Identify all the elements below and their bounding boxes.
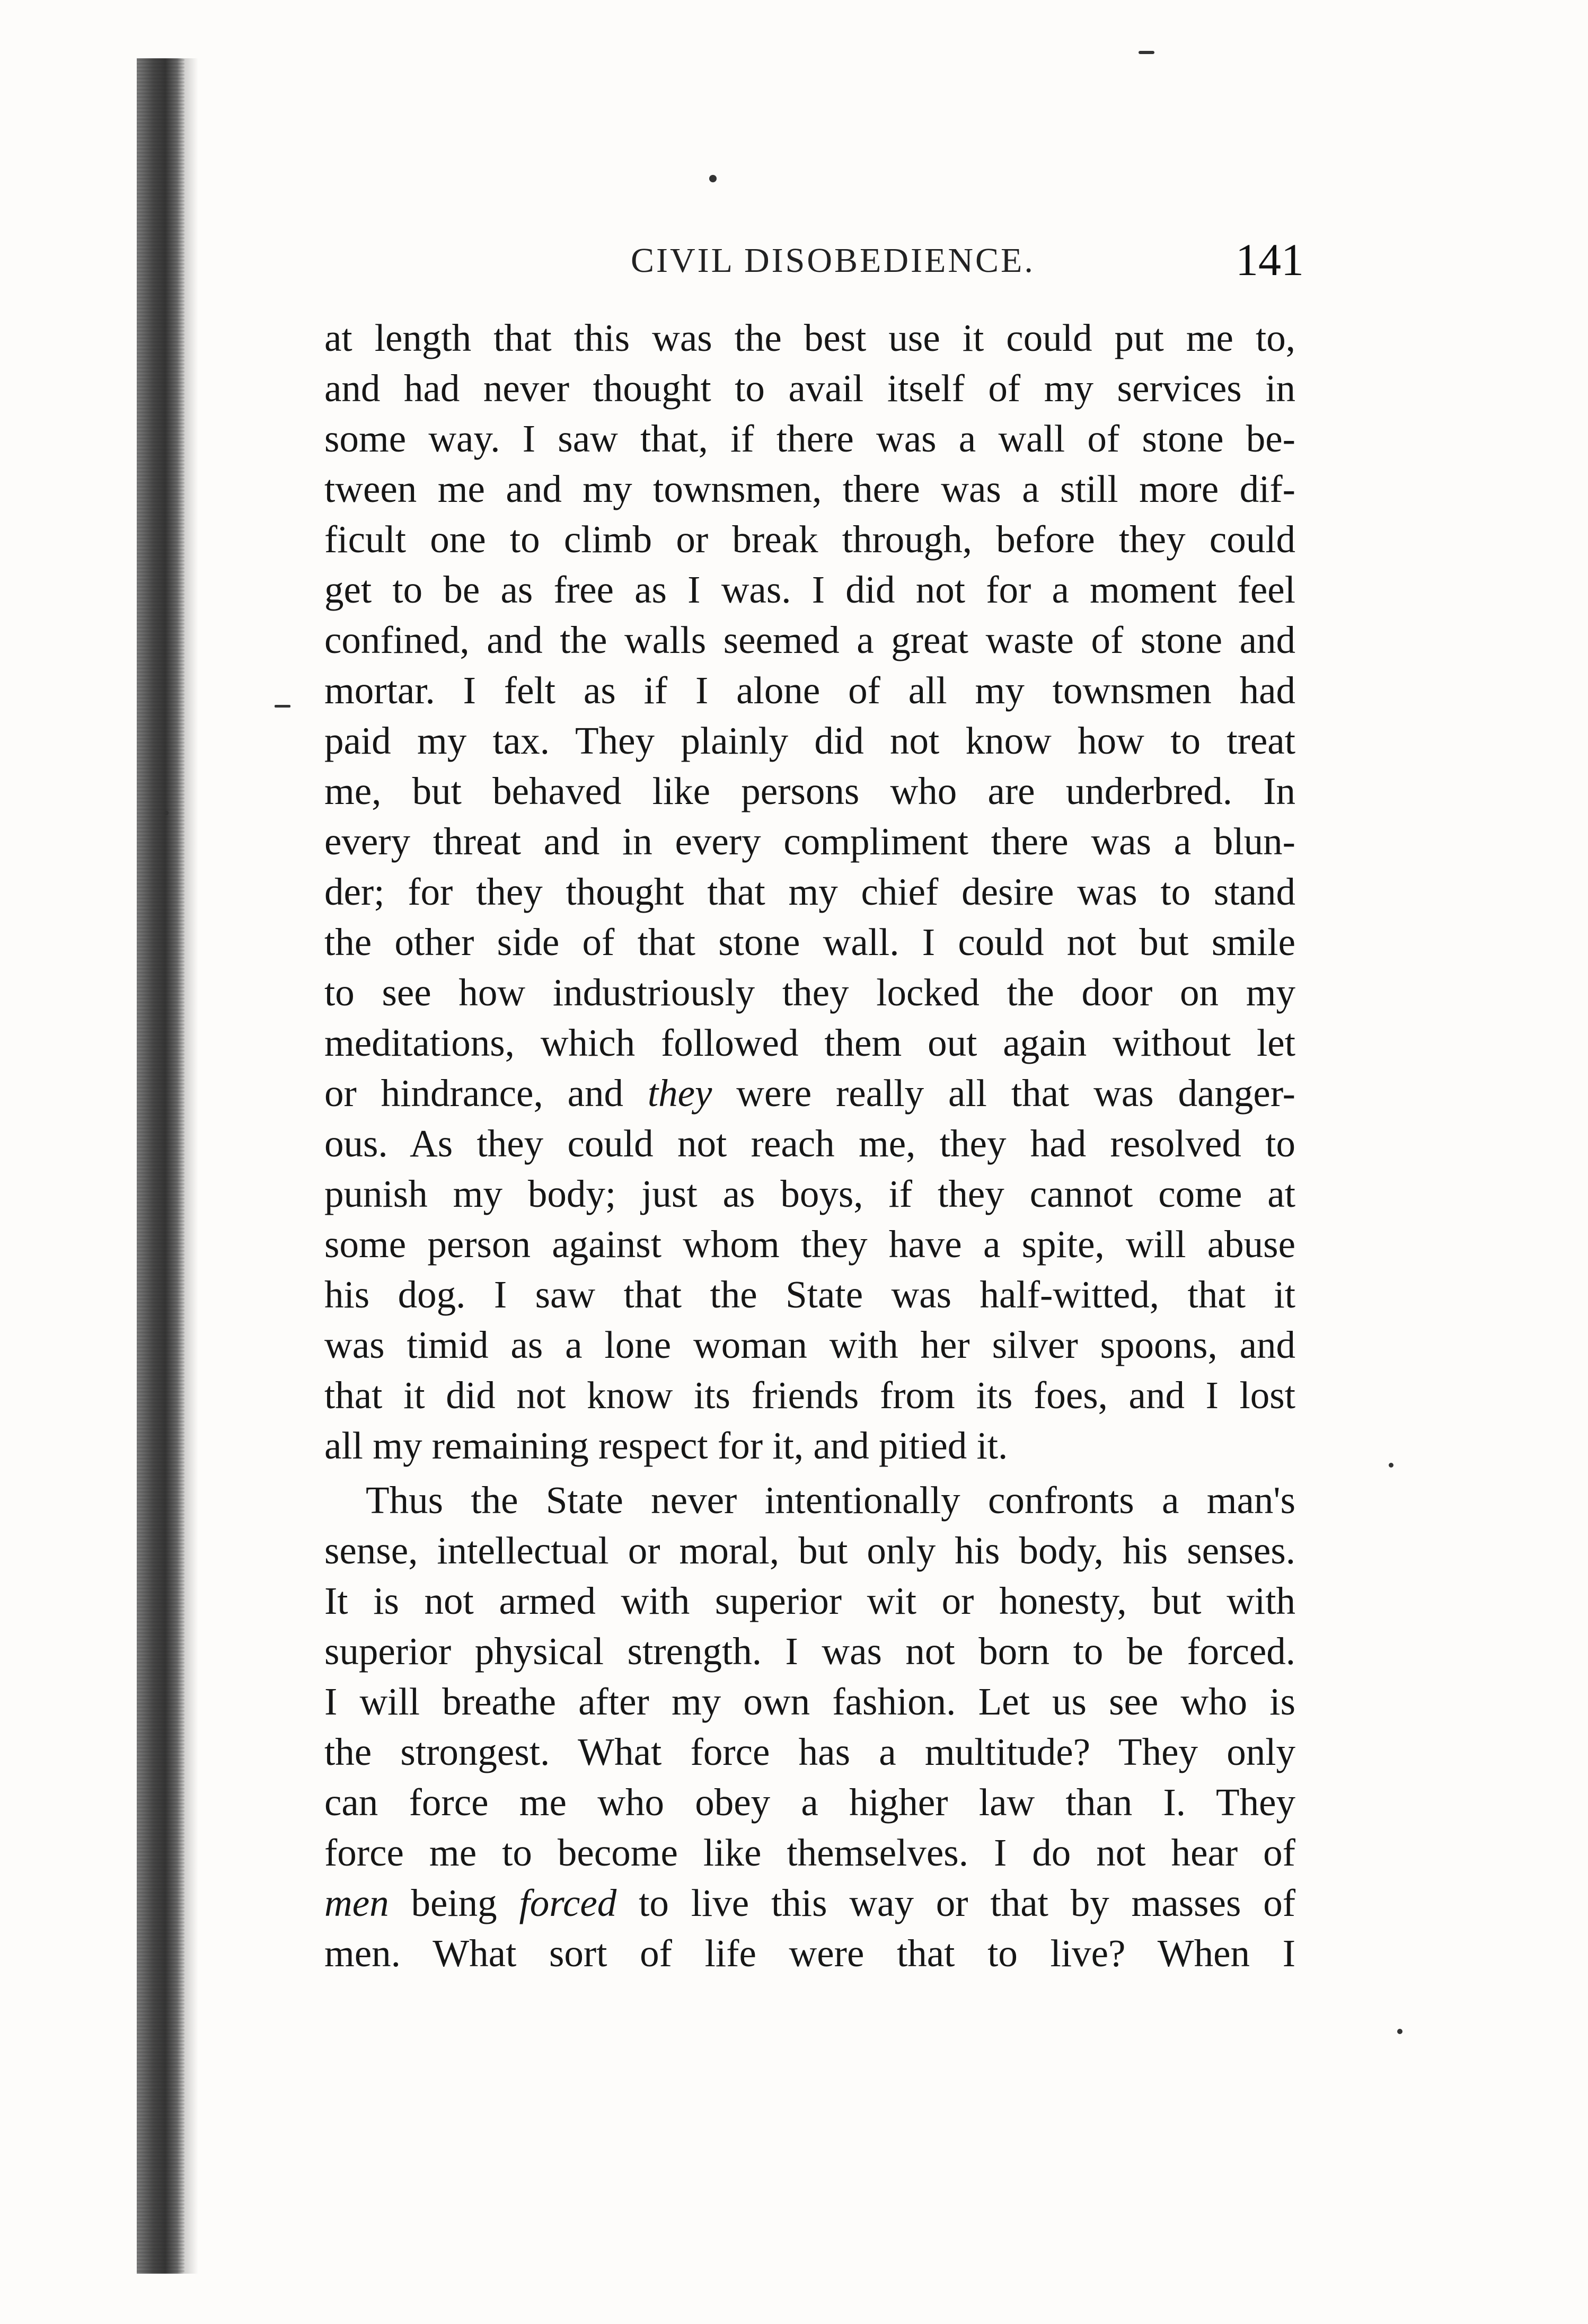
italic-word: they [647,1072,712,1115]
text-line: mortar. I felt as if I alone of all my townsmen had [324,669,1295,712]
text-line: sense, intellectual or moral, but only his body, his senses. [324,1529,1295,1572]
text-line: meditations, which followed them out again without let [324,1021,1295,1064]
text-line: to see how industriously they locked the door on my [324,971,1295,1014]
text-line-with-italic [324,1878,1295,1928]
print-speck [164,811,169,815]
print-speck [709,175,717,182]
text-line: can force me who obey a higher law than I. They [324,1781,1295,1824]
text-line: was timid as a lone woman with her silver spoons, and [324,1323,1295,1366]
text-line: some way. I saw that, if there was a wall of stone be- [324,417,1295,460]
text-line: punish my body; just as boys, if they cannot come at [324,1172,1295,1215]
text-line: ous. As they could not reach me, they had resolved to [324,1122,1295,1165]
text-line: men. What sort of life were that to live? When I [324,1932,1295,1975]
paragraph-end-line: all my remaining respect for it, and pitied it. [324,1424,1008,1467]
print-speck [1139,51,1154,54]
text-segment: or hindrance, and [324,1072,648,1115]
italic-word: forced [519,1881,617,1924]
binding-shadow [184,58,198,2274]
text-line: me, but behaved like persons who are underbred. In [324,770,1295,812]
print-speck [1397,2029,1402,2034]
text-line: tween me and my townsmen, there was a still more dif- [324,467,1295,510]
text-segment: to live this way or that by masses of [616,1881,1296,1924]
running-title: CIVIL DISOBEDIENCE. [631,241,1035,280]
text-line: get to be as free as I was. I did not for a moment feel [324,568,1295,611]
text-line-with-italic [324,1068,1295,1118]
text-segment: being [389,1881,519,1924]
text-line: confined, and the walls seemed a great waste of stone and [324,618,1295,661]
text-line: It is not armed with superior wit or honesty, but with [324,1579,1295,1622]
text-line: ficult one to climb or break through, before they could [324,518,1295,561]
running-head [631,233,1304,291]
text-line: at length that this was the best use it could put me to, [324,316,1295,359]
page-number: 141 [1236,234,1304,285]
text-line: every threat and in every compliment there was a blun- [324,820,1295,863]
text-line: and had never thought to avail itself of my services in [324,367,1295,410]
text-line: the strongest. What force has a multitude? They only [324,1730,1295,1773]
text-line: der; for they thought that my chief desire was to stand [324,870,1295,913]
text-line: that it did not know its friends from its foes, and I lost [324,1374,1295,1417]
text-line: the other side of that stone wall. I could not but smile [324,921,1295,964]
text-line: paid my tax. They plainly did not know how to treat [324,719,1295,762]
text-line: force me to become like themselves. I do not hear of [324,1831,1295,1874]
text-line: some person against whom they have a spite, will abuse [324,1223,1295,1266]
text-line: I will breathe after my own fashion. Let us see who is [324,1680,1295,1723]
print-speck [275,705,290,708]
text-line: superior physical strength. I was not born to be forced. [324,1630,1295,1673]
italic-word: men [324,1881,389,1924]
body-text [324,313,1295,1978]
text-segment: were really all that was danger- [712,1072,1295,1115]
paragraph-break [324,1471,1295,1475]
paragraph-first-line: Thus the State never intentionally confronts a man's [366,1479,1295,1522]
text-line: his dog. I saw that the State was half-witted, that it [324,1273,1295,1316]
print-speck [1389,1463,1393,1468]
book-binding-edge [137,58,184,2274]
